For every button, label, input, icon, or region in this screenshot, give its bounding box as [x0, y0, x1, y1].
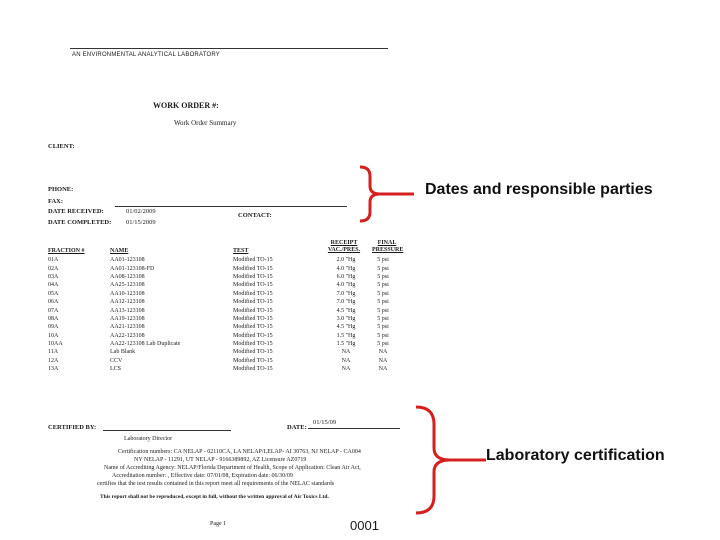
table-cell: NA	[378, 357, 388, 364]
table-cell: 5 psi	[377, 282, 389, 289]
table-cell: 5 psi	[377, 299, 389, 306]
table-cell: 5 psi	[377, 332, 389, 339]
table-cell: 02A	[48, 265, 59, 272]
table-cell: AA22-123108	[110, 332, 145, 339]
table-cell: 08A	[48, 315, 59, 322]
header-rule	[70, 48, 388, 49]
table-cell: AA08-123108	[110, 273, 145, 280]
table-cell: 13A	[48, 366, 59, 373]
client-label: CLIENT:	[48, 143, 75, 150]
table-cell: 10AA	[48, 341, 63, 348]
table-cell: 11A	[48, 349, 59, 356]
col-header-test: TEST	[233, 248, 249, 254]
table-cell: 3.0 "Hg	[336, 315, 356, 322]
table-row	[48, 332, 400, 340]
table-cell: Lab Blank	[110, 349, 136, 356]
cert-line-3: Name of Accrediting Agency: NELAP/Florida Department of Health, Scope of Application: Clean Air Act,	[104, 465, 361, 471]
table-cell: NA	[378, 349, 388, 356]
date-completed-value: 01/15/2009	[126, 219, 156, 226]
table-row	[48, 281, 400, 289]
table-cell: NA	[341, 357, 351, 364]
table-cell: NA	[341, 349, 351, 356]
contact-label: CONTACT:	[238, 212, 272, 219]
work-order-subtitle: Work Order Summary	[174, 119, 237, 127]
work-order-title: WORK ORDER #:	[153, 101, 219, 110]
table-cell: AA13-123108	[110, 307, 145, 314]
table-cell: 5 psi	[377, 324, 389, 331]
table-cell: NA	[378, 366, 388, 373]
table-cell: 5 psi	[377, 290, 389, 297]
table-cell: 07A	[48, 307, 59, 314]
table-row	[48, 365, 400, 373]
table-cell: 03A	[48, 273, 59, 280]
table-cell: Modified TO-15	[233, 299, 273, 306]
table-row	[48, 264, 400, 272]
table-cell: Modified TO-15	[233, 290, 273, 297]
table-cell: 2.0 "Hg	[336, 257, 356, 264]
annotation-dates: Dates and responsible parties	[425, 181, 653, 198]
table-row	[48, 340, 400, 348]
col-header-name: NAME	[110, 248, 129, 254]
table-row	[48, 357, 400, 365]
cert-line-2: NY NELAP - 11291, UT NELAP - 9166389892, AZ Licensure AZ0719	[134, 457, 307, 463]
certified-by-label: CERTIFIED BY:	[48, 424, 97, 431]
table-cell: LCS	[110, 366, 122, 373]
col-header-final: FINAL PRESSURE	[372, 240, 404, 253]
table-cell: 5 psi	[377, 265, 389, 272]
fax-rule	[115, 206, 347, 207]
table-cell: 6.0 "Hg	[336, 273, 356, 280]
table-cell: 01A	[48, 257, 59, 264]
brace-dates-icon	[356, 164, 416, 224]
page-label: Page 1	[210, 521, 227, 527]
table-cell: 1.5 "Hg	[336, 341, 356, 348]
table-cell: CCV	[110, 357, 123, 364]
table-cell: Modified TO-15	[233, 265, 273, 272]
col-header-fraction: FRACTION #	[48, 248, 85, 254]
fax-label: FAX:	[48, 198, 64, 205]
disclaimer: This report shall not be reproduced, except in full, without the written approval of Air Toxics Ltd.	[100, 494, 329, 500]
table-row	[48, 290, 400, 298]
date-rule	[308, 428, 400, 429]
phone-label: PHONE:	[48, 186, 74, 193]
date-value: 01/15/09	[313, 419, 337, 426]
table-row	[48, 315, 400, 323]
table-cell: 04A	[48, 282, 59, 289]
table-cell: AA25-123108	[110, 282, 145, 289]
table-cell: 4.5 "Hg	[336, 307, 356, 314]
table-cell: 1.5 "Hg	[336, 332, 356, 339]
table-cell: 12A	[48, 357, 59, 364]
table-cell: 4.0 "Hg	[336, 265, 356, 272]
work-order-table	[48, 256, 400, 373]
brace-cert-icon	[410, 404, 490, 516]
table-cell: NA	[341, 366, 351, 373]
date-received-label: DATE RECEIVED:	[48, 208, 104, 215]
table-cell: AA01-123108-FD	[110, 265, 155, 272]
date-label: DATE:	[287, 424, 307, 431]
table-cell: Modified TO-15	[233, 366, 273, 373]
table-cell: 09A	[48, 324, 59, 331]
table-cell: 5 psi	[377, 307, 389, 314]
table-row	[48, 348, 400, 356]
lab-header: AN ENVIRONMENTAL ANALYTICAL LABORATORY	[72, 52, 220, 58]
table-row	[48, 256, 400, 264]
table-row	[48, 273, 400, 281]
table-cell: AA19-123108	[110, 315, 145, 322]
table-cell: Modified TO-15	[233, 349, 273, 356]
table-cell: 5 psi	[377, 315, 389, 322]
table-cell: 7.0 "Hg	[336, 290, 356, 297]
table-cell: Modified TO-15	[233, 324, 273, 331]
table-cell: 7.0 "Hg	[336, 299, 356, 306]
table-cell: Modified TO-15	[233, 332, 273, 339]
cert-line-4: Accreditation number: , Effective date: 07/01/08, Expiration date: 06/30/09	[112, 473, 293, 479]
table-cell: AA12-123108	[110, 299, 145, 306]
table-cell: Modified TO-15	[233, 282, 273, 289]
table-cell: AA21-123108	[110, 324, 145, 331]
table-cell: 5 psi	[377, 273, 389, 280]
table-row	[48, 306, 400, 314]
table-cell: 10A	[48, 332, 59, 339]
col-header-receipt: RECEIPT VAC./PRES.	[327, 240, 361, 253]
table-row	[48, 323, 400, 331]
table-cell: AA01-123108	[110, 257, 145, 264]
table-cell: 5 psi	[377, 341, 389, 348]
table-cell: Modified TO-15	[233, 257, 273, 264]
table-cell: 5 psi	[377, 257, 389, 264]
table-cell: 06A	[48, 299, 59, 306]
date-received-value: 01/02/2009	[126, 208, 156, 215]
signature-rule	[103, 430, 231, 431]
table-cell: 05A	[48, 290, 59, 297]
director-role: Laboratory Director	[124, 436, 173, 442]
cert-line-5: certifies that the test results contained in this report meet all requirements of the NELAC standards	[97, 481, 335, 487]
table-cell: Modified TO-15	[233, 273, 273, 280]
table-cell: Modified TO-15	[233, 357, 273, 364]
cert-line-1: Certification numbers: CA NELAP - 02110CA, LA NELAP/LELAP- AI 30763, NJ NELAP - CA004	[118, 449, 361, 455]
table-cell: AA10-123108	[110, 290, 145, 297]
page-number: 0001	[350, 518, 379, 533]
table-row	[48, 298, 400, 306]
table-cell: AA22-123108 Lab Duplicate	[110, 341, 181, 348]
table-cell: Modified TO-15	[233, 341, 273, 348]
annotation-cert: Laboratory certification	[486, 447, 665, 464]
table-cell: Modified TO-15	[233, 315, 273, 322]
date-completed-label: DATE COMPLETED:	[48, 219, 112, 226]
table-cell: 4.5 "Hg	[336, 324, 356, 331]
table-cell: 4.0 "Hg	[336, 282, 356, 289]
table-cell: Modified TO-15	[233, 307, 273, 314]
